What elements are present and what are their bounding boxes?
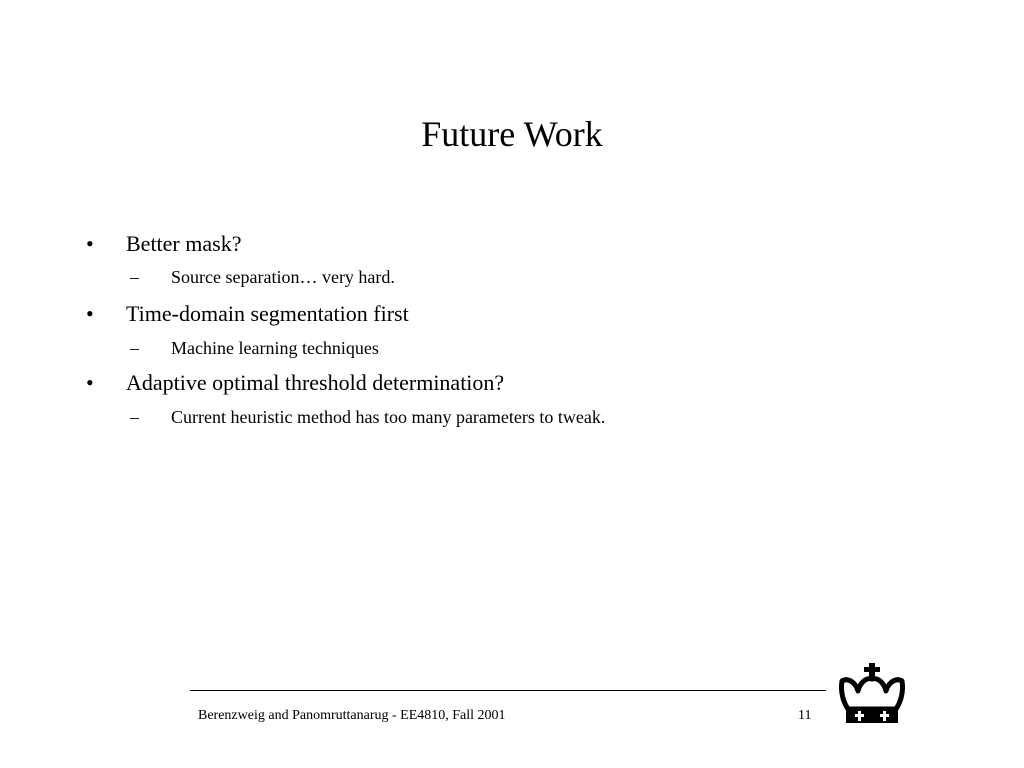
crown-icon (836, 663, 908, 725)
bullet-marker: • (86, 301, 94, 326)
bullet-marker: • (86, 231, 94, 256)
slide-title: Future Work (421, 114, 603, 154)
sub-bullet-text: Current heuristic method has too many parameters to tweak. (171, 407, 606, 427)
sub-bullet-marker: – (130, 267, 139, 287)
bullet-text: Adaptive optimal threshold determination? (126, 370, 505, 395)
bullet-text: Time-domain segmentation first (126, 301, 409, 326)
bullet-marker: • (86, 370, 94, 395)
sub-bullet-text: Source separation… very hard. (171, 267, 395, 287)
footer-divider (190, 690, 826, 691)
sub-bullet-marker: – (130, 407, 139, 427)
footer-citation: Berenzweig and Panomruttanarug - EE4810, Fall 2001 (198, 708, 506, 723)
page-number: 11 (798, 708, 812, 723)
sub-bullet-text: Machine learning techniques (171, 338, 379, 358)
sub-bullet-marker: – (130, 338, 139, 358)
bullet-text: Better mask? (126, 231, 242, 256)
